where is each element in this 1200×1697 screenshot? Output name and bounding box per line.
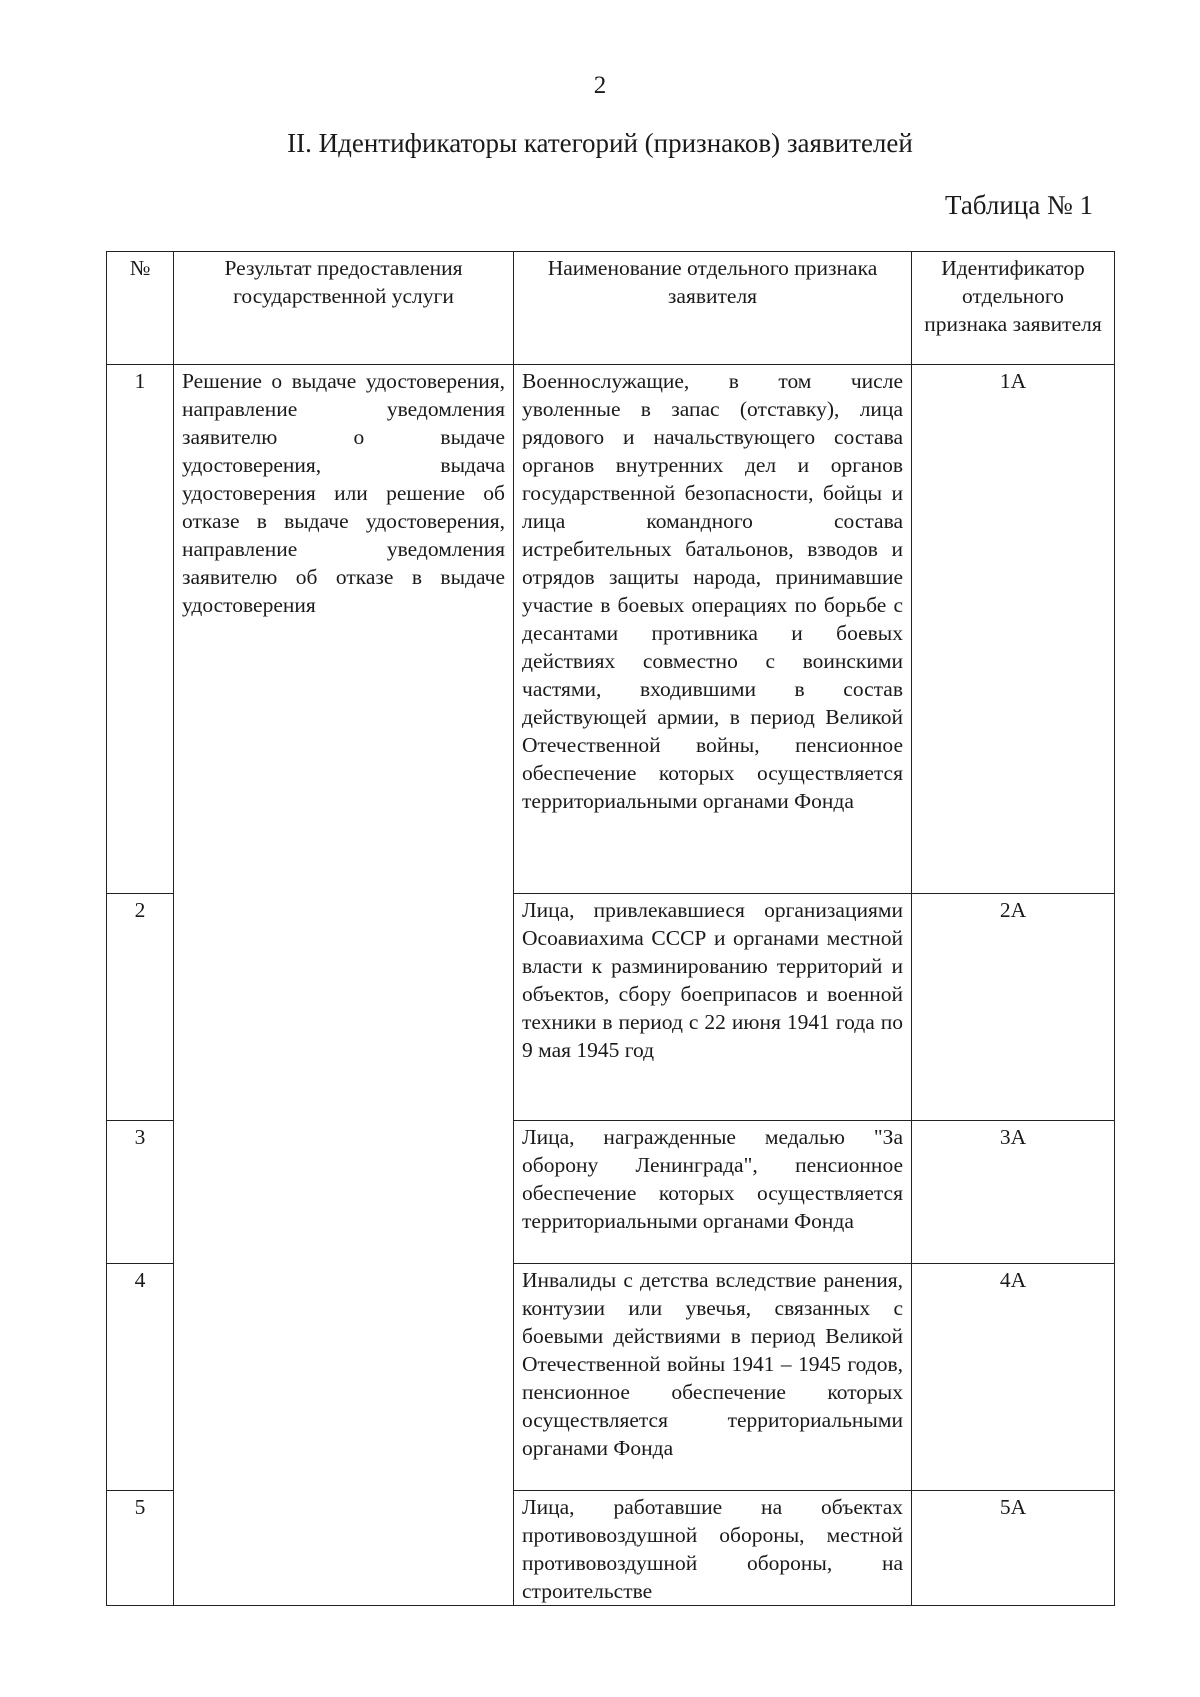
category-name: Военнослужащие, в том числе уволенные в запас (отставку), лица рядового и начальствующего состава органов внутренних дел и органов государственной безопасности, бойцы и лица командного состава истребительных батальонов, взводов и отрядов защиты народа, принимавшие участие в боевых операциях по борьбе с десантами противника и боевых действиях совместно с воинскими частями, входившими в состав действующей армии, в период Великой Отечественной войны, пенсионное обеспечение которых осуществляется территориальными органами Фонда bbox=[514, 365, 912, 894]
table-row bbox=[107, 365, 1115, 894]
row-number: 3 bbox=[107, 1121, 174, 1264]
category-identifier: 2А bbox=[912, 894, 1115, 1121]
category-identifier: 3А bbox=[912, 1121, 1115, 1264]
header-name: Наименование отдельного признака заявителя bbox=[514, 252, 912, 365]
table-header-row bbox=[107, 252, 1115, 365]
header-identifier: Идентификатор отдельного признака заявителя bbox=[912, 252, 1115, 365]
category-name: Лица, работавшие на объектах противовоздушной обороны, местной противовоздушной обороны, на строительстве bbox=[514, 1491, 912, 1606]
category-name: Лица, привлекавшиеся организациями Осоавиахима СССР и органами местной власти к разминированию территорий и объектов, сбору боеприпасов и военной техники в период с 22 июня 1941 года по 9 мая 1945 год bbox=[514, 894, 912, 1121]
result-description: Решение о выдаче удостоверения, направление уведомления заявителю о выдаче удостоверения, выдача удостоверения или решение об отказе в выдаче удостоверения, направление уведомления заявителю об отказе в выдаче удостоверения bbox=[174, 365, 514, 1606]
header-result: Результат предоставления государственной услуги bbox=[174, 252, 514, 365]
row-number: 5 bbox=[107, 1491, 174, 1606]
category-name: Лица, награжденные медалью "За оборону Ленинграда", пенсионное обеспечение которых осуществляется территориальными органами Фонда bbox=[514, 1121, 912, 1264]
section-title: II. Идентификаторы категорий (признаков) заявителей bbox=[287, 128, 913, 158]
table-caption: Таблица № 1 bbox=[945, 190, 1093, 220]
row-number: 1 bbox=[107, 365, 174, 894]
row-number: 2 bbox=[107, 894, 174, 1121]
category-identifier: 4А bbox=[912, 1264, 1115, 1491]
header-num: № bbox=[107, 252, 174, 365]
row-number: 4 bbox=[107, 1264, 174, 1491]
category-identifier: 1А bbox=[912, 365, 1115, 894]
category-identifier: 5А bbox=[912, 1491, 1115, 1606]
page-number: 2 bbox=[593, 72, 607, 99]
category-name: Инвалиды с детства вследствие ранения, контузии или увечья, связанных с боевыми действиями в период Великой Отечественной войны 1941 – 1945 годов, пенсионное обеспечение которых осуществляется территориальными органами Фонда bbox=[514, 1264, 912, 1491]
applicant-categories-table bbox=[106, 251, 1115, 1606]
